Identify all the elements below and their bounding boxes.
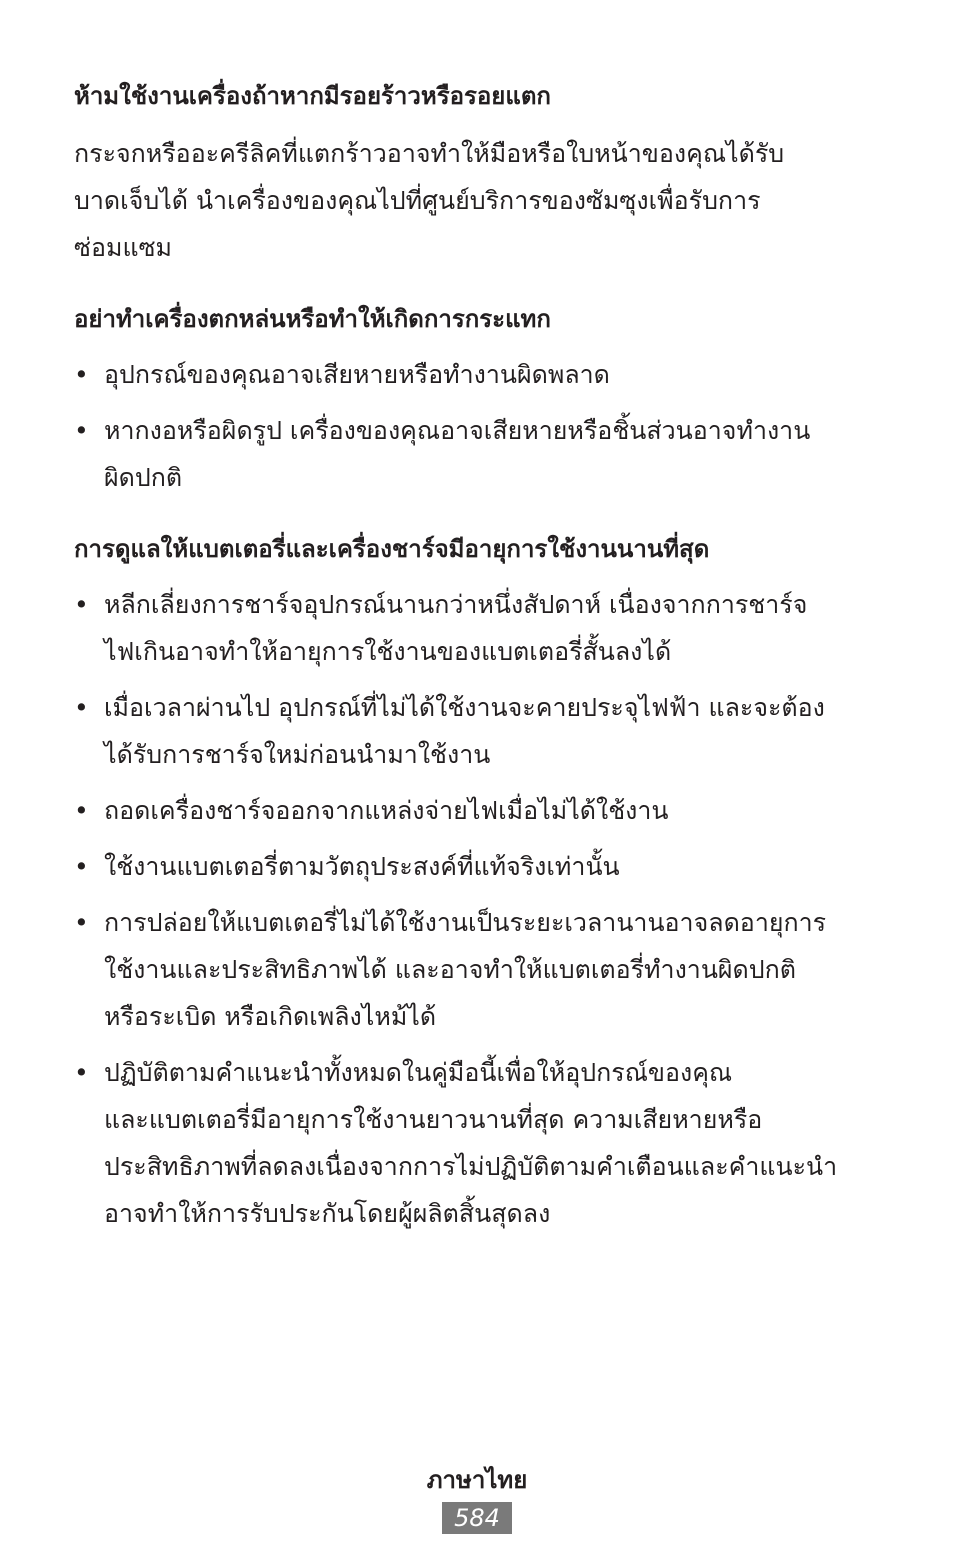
bullet-icon: •: [74, 796, 89, 825]
bullet-line: เมื่อเวลาผ่านไป อุปกรณ์ที่ไม่ได้ใช้งานจะคายประจุไฟฟ้า และจะต้อง: [104, 693, 825, 722]
list-item: [74, 684, 894, 778]
bullet-icon: •: [74, 1058, 89, 1087]
bullet-line: ใช้งานและประสิทธิภาพได้ และอาจทำให้แบตเตอรี่ทำงานผิดปกติ: [104, 955, 797, 984]
bullet-line: และแบตเตอรี่มีอายุการใช้งานยาวนานที่สุด ความเสียหายหรือ: [104, 1105, 763, 1134]
paragraph-line: ซ่อมแซม: [74, 233, 173, 262]
section-cracked-device: [74, 72, 894, 271]
section-heading: ห้ามใช้งานเครื่องถ้าหากมีรอยร้าวหรือรอยแตก: [74, 82, 551, 110]
section-battery-care: [74, 525, 894, 1237]
bullet-line: ถอดเครื่องชาร์จออกจากแหล่งจ่ายไฟเมื่อไม่ได้ใช้งาน: [104, 796, 669, 825]
section-paragraph: [74, 130, 894, 271]
document-body: [74, 72, 894, 1261]
bullet-line: ผิดปกติ: [104, 463, 183, 492]
bullet-icon: •: [74, 852, 89, 881]
bullet-line: ใช้งานแบตเตอรี่ตามวัตถุประสงค์ที่แท้จริงเท่านั้น: [104, 852, 620, 881]
list-item: [74, 351, 894, 398]
bullet-list: [74, 351, 894, 501]
bullet-line: หรือระเบิด หรือเกิดเพลิงไหม้ได้: [104, 1002, 437, 1031]
list-item: [74, 581, 894, 675]
list-item: [74, 843, 894, 890]
bullet-line: หากงอหรือผิดรูป เครื่องของคุณอาจเสียหายหรือชิ้นส่วนอาจทำงาน: [104, 416, 811, 445]
list-item: [74, 899, 894, 1040]
bullet-icon: •: [74, 360, 89, 389]
bullet-icon: •: [74, 693, 89, 722]
bullet-icon: •: [74, 416, 89, 445]
bullet-icon: •: [74, 590, 89, 619]
section-drop-impact: [74, 295, 894, 501]
list-item: [74, 1049, 894, 1237]
bullet-line: อุปกรณ์ของคุณอาจเสียหายหรือทำงานผิดพลาด: [104, 360, 610, 389]
bullet-line: ไฟเกินอาจทำให้อายุการใช้งานของแบตเตอรี่สั้นลงได้: [104, 637, 672, 666]
bullet-line: ได้รับการชาร์จใหม่ก่อนนำมาใช้งาน: [104, 740, 491, 769]
bullet-icon: •: [74, 908, 89, 937]
list-item: [74, 787, 894, 834]
section-heading: อย่าทำเครื่องตกหล่นหรือทำให้เกิดการกระแทก: [74, 305, 551, 333]
bullet-line: การปล่อยให้แบตเตอรี่ไม่ได้ใช้งานเป็นระยะเวลานานอาจลดอายุการ: [104, 908, 827, 937]
section-heading: การดูแลให้แบตเตอรี่และเครื่องชาร์จมีอายุการใช้งานนานที่สุด: [74, 535, 710, 563]
bullet-line: ประสิทธิภาพที่ลดลงเนื่องจากการไม่ปฏิบัติตามคำเตือนและคำแนะนำ: [104, 1152, 838, 1181]
paragraph-line: บาดเจ็บได้ นำเครื่องของคุณไปที่ศูนย์บริการของซัมซุงเพื่อรับการ: [74, 186, 761, 215]
bullet-line: หลีกเลี่ยงการชาร์จอุปกรณ์นานกว่าหนึ่งสัปดาห์ เนื่องจากการชาร์จ: [104, 590, 808, 619]
bullet-line: อาจทำให้การรับประกันโดยผู้ผลิตสิ้นสุดลง: [104, 1199, 551, 1228]
bullet-list: [74, 581, 894, 1237]
footer-language-label: ภาษาไทย: [426, 1466, 528, 1494]
list-item: [74, 407, 894, 501]
page-footer: [0, 1460, 954, 1534]
page-number-badge: 584: [442, 1502, 512, 1534]
bullet-line: ปฏิบัติตามคำแนะนำทั้งหมดในคู่มือนี้เพื่อให้อุปกรณ์ของคุณ: [104, 1058, 733, 1087]
paragraph-line: กระจกหรืออะครีลิคที่แตกร้าวอาจทำให้มือหรือใบหน้าของคุณได้รับ: [74, 139, 785, 168]
